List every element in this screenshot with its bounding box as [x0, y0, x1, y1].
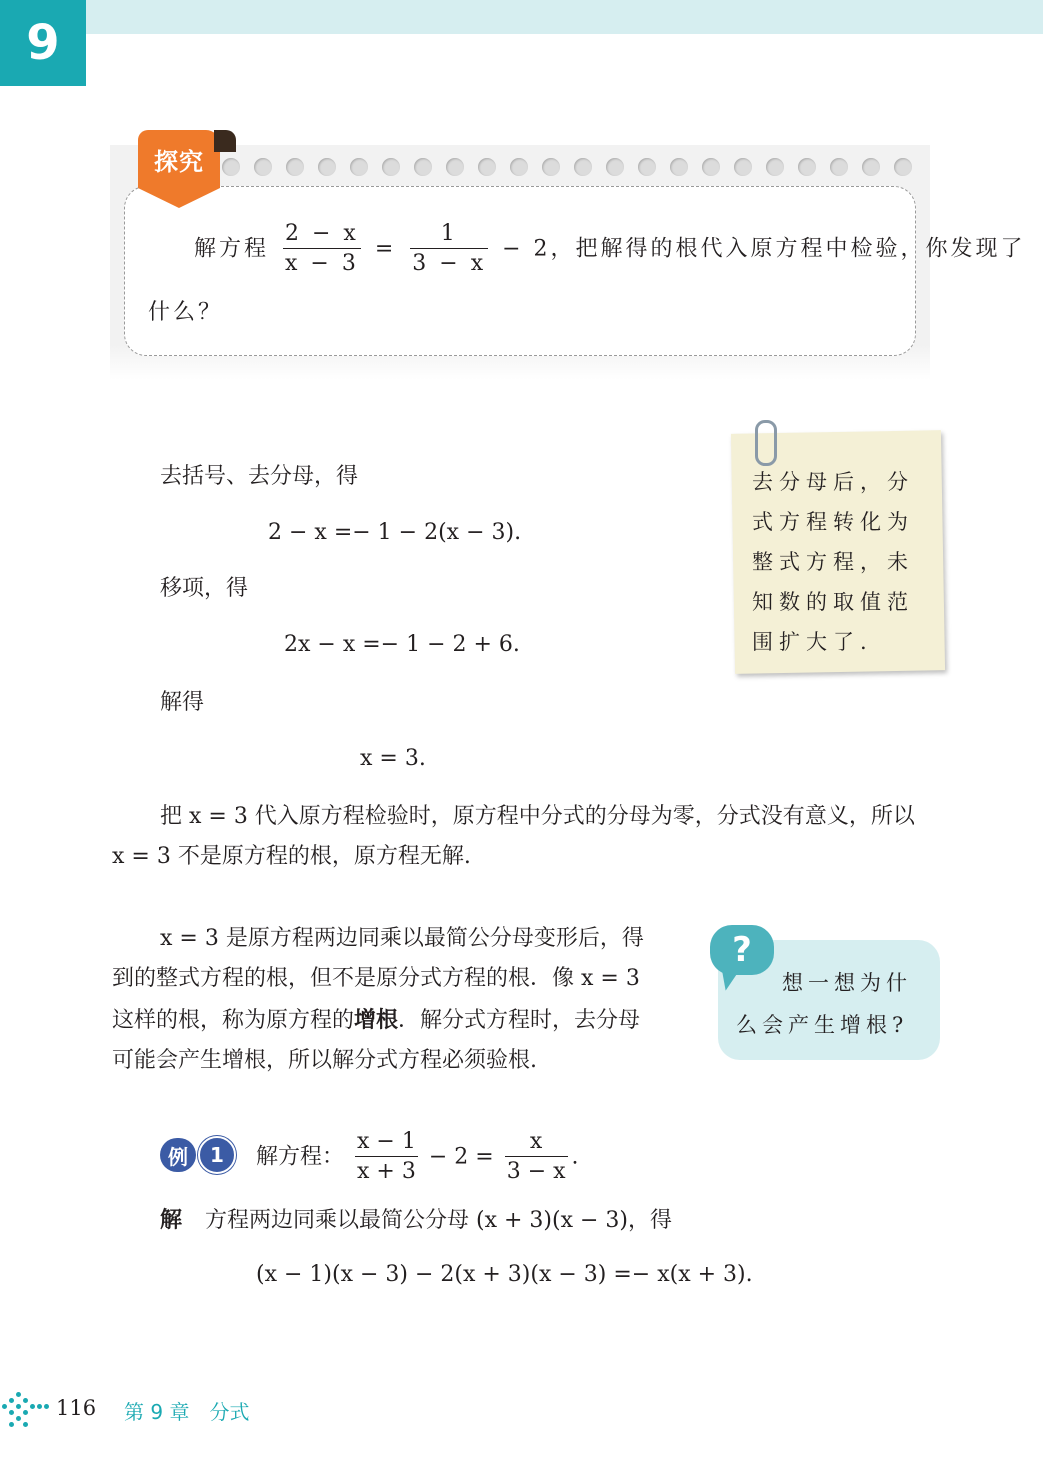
- explore-text: 解方程: [194, 236, 270, 262]
- paragraph-line: [112, 1006, 640, 1036]
- footer-dot: [23, 1410, 28, 1415]
- binding-dot: [286, 158, 304, 176]
- paragraph-line: 把 x = 3 代入原方程检验时，原方程中分式的分母为零，分式没有意义，所以: [160, 804, 915, 829]
- frac-numerator: x − 1: [357, 1129, 416, 1154]
- binding-dot: [542, 158, 560, 176]
- binding-dot: [478, 158, 496, 176]
- equation: (x − 1)(x − 3) − 2(x + 3)(x − 3) =− x(x + 3).: [256, 1262, 753, 1287]
- binding-dot: [254, 158, 272, 176]
- explore-question-line1: [194, 220, 1026, 279]
- chapter-number: 9: [26, 15, 60, 71]
- solution-line: [160, 1206, 672, 1236]
- footer-dot: [2, 1404, 7, 1409]
- binding-dot: [606, 158, 624, 176]
- sticky-note-text: 去分母后，分式方程转化为整式方程，未知数的取值范围扩大了.: [752, 470, 914, 654]
- binding-dot: [702, 158, 720, 176]
- paperclip-icon: [755, 420, 777, 466]
- binding-dot: [414, 158, 432, 176]
- binding-dot: [766, 158, 784, 176]
- frac-denominator: 3 − x: [505, 1156, 568, 1187]
- binding-dot: [734, 158, 752, 176]
- explore-tag-label: 探究: [154, 148, 204, 176]
- footer-dot: [16, 1416, 21, 1421]
- frac-numerator: x: [529, 1129, 543, 1154]
- text: 方程两边同乘以最简公分母 (x + 3)(x − 3)，得: [205, 1208, 672, 1233]
- footer-dot: [9, 1398, 14, 1403]
- fraction: [410, 220, 488, 279]
- paragraph-line: 到的整式方程的根，但不是原分式方程的根．像 x = 3: [112, 966, 640, 991]
- footer-dot: [37, 1404, 42, 1409]
- example-number: 1: [198, 1136, 236, 1174]
- example-badge: [160, 1138, 236, 1172]
- binding-dot: [446, 158, 464, 176]
- step-text: 去括号、去分母，得: [160, 464, 359, 489]
- footer-dots-icon: [2, 1390, 48, 1426]
- paragraph-line: 可能会产生增根，所以解分式方程必须验根.: [112, 1048, 537, 1073]
- example-label: 例: [160, 1138, 196, 1172]
- solution-label: 解: [160, 1208, 183, 1233]
- explore-text: − 2，把解得的根代入原方程中检验，你发现了: [502, 236, 1026, 262]
- frac-denominator: x − 3: [283, 248, 361, 279]
- footer-dot: [30, 1404, 35, 1409]
- binding-dot: [222, 158, 240, 176]
- frac-denominator: x + 3: [355, 1156, 418, 1187]
- fraction: [283, 220, 361, 279]
- text: .: [571, 1144, 579, 1170]
- binding-dot: [894, 158, 912, 176]
- top-band: [86, 0, 1043, 34]
- binding-dot: [830, 158, 848, 176]
- text: ．解分式方程时，去分母: [398, 1008, 641, 1033]
- equation: 2x − x =− 1 − 2 + 6.: [284, 632, 520, 657]
- chapter-number-box: [0, 0, 86, 86]
- footer-dot: [9, 1410, 14, 1415]
- question-icon: ?: [710, 925, 774, 975]
- paragraph-line: x = 3 是原方程两边同乘以最简公分母变形后，得: [160, 926, 644, 951]
- explore-tag: [138, 130, 220, 210]
- think-label: 想一想为什么会产生增根?: [736, 971, 912, 1037]
- binding-dot: [382, 158, 400, 176]
- binding-dot: [670, 158, 688, 176]
- paragraph-line: x = 3 不是原方程的根，原方程无解.: [112, 844, 471, 869]
- page-number: 116: [56, 1396, 97, 1420]
- step-text: 移项，得: [160, 576, 249, 601]
- binding-dot: [638, 158, 656, 176]
- binding-dot: [798, 158, 816, 176]
- fraction: [355, 1128, 418, 1187]
- equation: x = 3.: [360, 746, 426, 771]
- binding-dot: [862, 158, 880, 176]
- text: − 2 =: [428, 1144, 494, 1170]
- binding-dots: [222, 158, 922, 178]
- fraction: [505, 1128, 568, 1187]
- footer-dot: [9, 1422, 14, 1427]
- footer-dot: [23, 1422, 28, 1427]
- footer-dot: [44, 1404, 49, 1409]
- text: 解方程：: [256, 1144, 345, 1170]
- equals-sign: =: [374, 236, 397, 262]
- equation: 2 − x =− 1 − 2(x − 3).: [268, 520, 522, 545]
- binding-dot: [510, 158, 528, 176]
- binding-dot: [318, 158, 336, 176]
- footer-dot: [16, 1404, 21, 1409]
- example-problem: [256, 1128, 579, 1187]
- step-text: 解得: [160, 690, 205, 715]
- footer-dot: [16, 1392, 21, 1397]
- frac-numerator: 1: [440, 221, 458, 246]
- chapter-title: 第 9 章 分式: [124, 1400, 250, 1424]
- text: 这样的根，称为原方程的: [112, 1008, 355, 1033]
- term-bold: 增根: [354, 1008, 399, 1033]
- frac-numerator: 2 − x: [285, 221, 359, 246]
- frac-denominator: 3 − x: [410, 248, 488, 279]
- binding-dot: [350, 158, 368, 176]
- binding-dot: [574, 158, 592, 176]
- think-text: [736, 962, 931, 1046]
- footer-dot: [23, 1398, 28, 1403]
- explore-question-line2: 什么？: [148, 300, 224, 325]
